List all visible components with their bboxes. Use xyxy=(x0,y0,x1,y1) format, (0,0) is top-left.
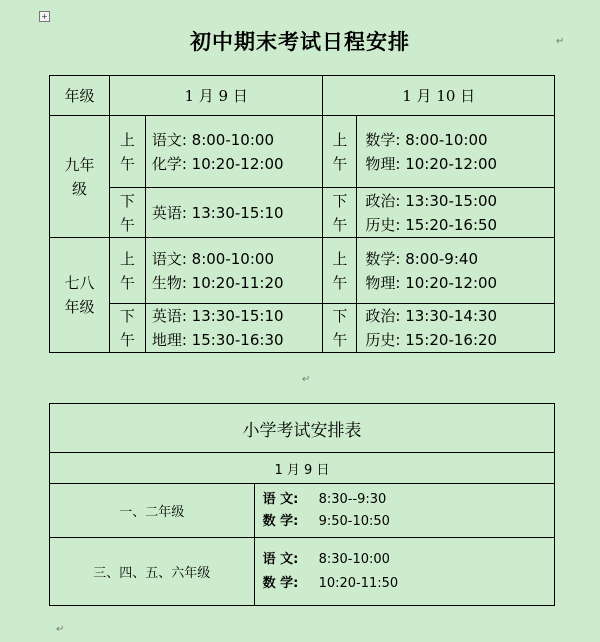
pm-label: 下午 xyxy=(332,307,348,349)
primary-grade-3-6: 三、四、五、六年级 xyxy=(50,538,255,606)
subject-time: 8:30-10:00 xyxy=(318,551,390,567)
exam-item: 历史: 15:20-16:50 xyxy=(365,215,498,234)
exam-item: 政治: 13:30-14:30 xyxy=(365,307,498,325)
pm-label: 下午 xyxy=(119,307,135,349)
exam-item: 数学: 8:00-10:00 xyxy=(365,130,488,149)
header-grade: 年级 xyxy=(50,76,110,116)
grade-label: 七八年级 xyxy=(64,274,95,316)
exam-item: 物理: 10:20-12:00 xyxy=(365,273,498,292)
page-title: 初中期末考试日程安排 xyxy=(190,29,410,54)
exam-item: 生物: 10:20-11:20 xyxy=(151,273,284,292)
subject-name: 语 文: xyxy=(262,491,299,507)
exam-item: 历史: 15:20-16:20 xyxy=(365,331,498,349)
exam-item: 英语: 13:30-15:10 xyxy=(151,307,284,325)
primary-school-schedule-table xyxy=(49,403,555,606)
grade-cell-7-8 xyxy=(50,238,110,353)
exam-item: 地理: 15:30-16:30 xyxy=(151,331,284,349)
header-day1: 1 月 9 日 xyxy=(109,76,323,116)
grade-cell-9 xyxy=(50,116,110,238)
primary-grade-1-2: 一、二年级 xyxy=(50,484,255,538)
subject-name: 语 文: xyxy=(262,551,299,567)
paragraph-mark-icon: ↵ xyxy=(56,624,65,635)
exam-item: 物理: 10:20-12:00 xyxy=(365,154,498,173)
exam-item: 化学: 10:20-12:00 xyxy=(151,154,284,173)
subject-name: 数 学: xyxy=(262,575,299,591)
am-label: 上午 xyxy=(119,249,135,292)
table-move-handle-icon[interactable]: + xyxy=(39,11,50,22)
am-label: 上午 xyxy=(119,130,135,173)
subject-time: 9:50-10:50 xyxy=(318,513,390,529)
paragraph-mark-icon: ↵ xyxy=(302,374,311,385)
grade-label: 九年级 xyxy=(64,155,95,198)
header-day2: 1 月 10 日 xyxy=(323,76,555,116)
primary-table-title: 小学考试安排表 xyxy=(50,404,555,453)
pm-label: 下午 xyxy=(332,191,348,234)
subject-name: 数 学: xyxy=(262,513,299,529)
subject-time: 8:30--9:30 xyxy=(318,491,387,507)
exam-item: 语文: 8:00-10:00 xyxy=(151,130,274,149)
exam-item: 数学: 8:00-9:40 xyxy=(365,249,478,268)
pm-label: 下午 xyxy=(119,191,135,234)
exam-item: 语文: 8:00-10:00 xyxy=(151,249,274,268)
exam-item: 政治: 13:30-15:00 xyxy=(365,191,498,210)
middle-school-schedule-table xyxy=(49,75,555,353)
primary-table-date: 1 月 9 日 xyxy=(50,453,555,484)
am-label: 上午 xyxy=(332,249,348,292)
paragraph-mark-icon: ↵ xyxy=(556,36,565,47)
am-label: 上午 xyxy=(332,130,348,173)
exam-item: 英语: 13:30-15:10 xyxy=(151,203,284,222)
subject-time: 10:20-11:50 xyxy=(318,575,399,591)
